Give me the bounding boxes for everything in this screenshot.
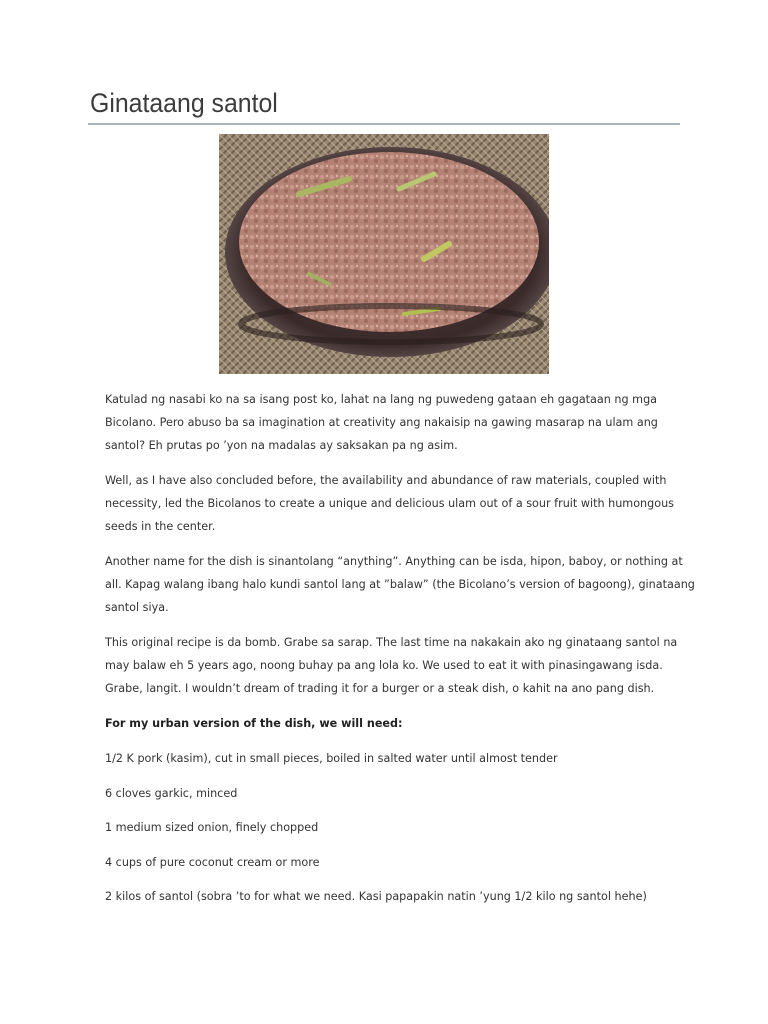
ingredient-item: 1/2 K pork (kasim), cut in small pieces, boiled in salted water until almost tender (105, 752, 558, 765)
title-divider (88, 123, 680, 125)
paragraph: Well, as I have also concluded before, the availability and abundance of raw materials, coupled with necessity, led the Bicolanos to create a unique and delicious ulam out of a sour fruit with humongous seeds in the center. (105, 474, 674, 533)
page-title: Ginataang santol (90, 88, 278, 118)
paragraph: Another name for the dish is sinantolang “anything”. Anything can be isda, hipon, baboy, or nothing at all. Kapag walang ibang halo kundi santol lang at ”balaw” (the Bicolano’s version of bagoong), ginataang santol siya. (105, 555, 695, 614)
ingredient-item: 4 cups of pure coconut cream or more (105, 855, 320, 869)
paragraph: This original recipe is da bomb. Grabe sa sarap. The last time na nakakain ako ng ginataang santol na may balaw eh 5 years ago, noong buhay pa ang lola ko. We used to eat it with pinasingawang isda. Grabe, langit. I wouldn’t dream of trading it for a burger or a steak dish, o kahit na ano pang dish. (105, 636, 678, 695)
ingredient-item: 2 kilos of santol (sobra ’to for what we need. Kasi papapakin natin ’yung 1/2 kilo ng santol hehe) (105, 890, 647, 903)
ingredients-heading: For my urban version of the dish, we will need: (105, 717, 403, 730)
dish-photo-image (219, 134, 549, 374)
ingredient-item: 6 cloves garkic, minced (105, 786, 238, 800)
paragraph: Katulad ng nasabi ko na sa isang post ko, lahat na lang ng puwedeng gataan eh gagataan ng mga Bicolano. Pero abuso ba sa imagination at creativity ang nakaisip na gawing masarap na ulam ang santol? Eh prutas po ’yon na madalas ay saksakan pa ng asim. (105, 393, 658, 452)
ingredient-item: 1 medium sized onion, finely chopped (105, 821, 319, 834)
article-body (105, 388, 695, 920)
dish-photo (219, 134, 549, 374)
